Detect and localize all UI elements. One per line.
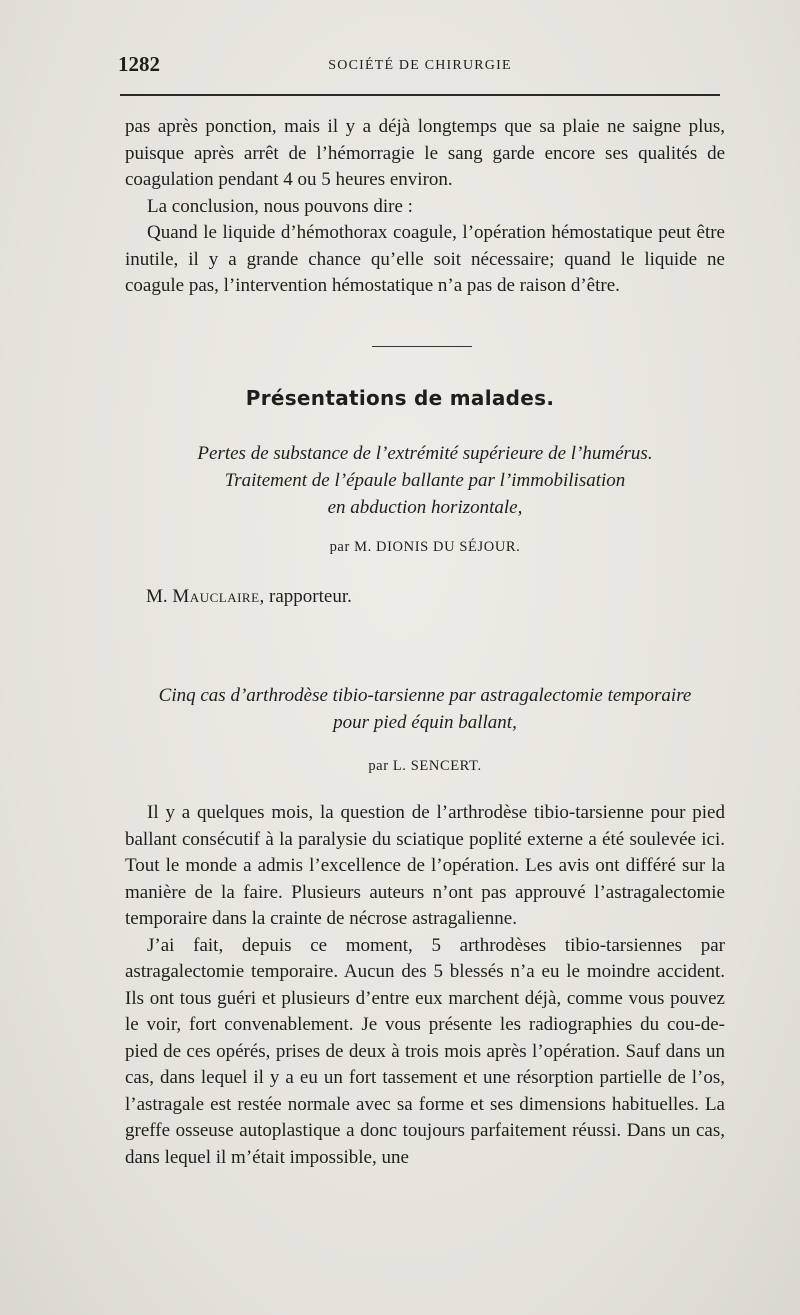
title-line: Pertes de substance de l’extrémité supérieure de l’humérus. <box>197 443 653 464</box>
title-line: en abduction horizontale, <box>327 497 523 518</box>
title-line: Traitement de l’épaule ballante par l’immobilisation <box>224 470 626 491</box>
body-text-top <box>125 114 725 300</box>
reporter-prefix: M. <box>146 586 168 607</box>
paragraph: Il y a quelques mois, la question de l’arthrodèse tibio-tarsienne pour pied ballant consécutif à la paralysie du sciatique poplité externe a été soulevée ici. Tout le monde a admis l’excellence de l’opération. Les avis ont différé sur la manière de la faire. Plusieurs auteurs n’ont pas approuvé l’astragalectomie temporaire dans la crainte de nécrose astragalienne. <box>125 802 725 929</box>
reporter-name: Mauclaire <box>172 586 260 607</box>
paragraph: La conclusion, nous pouvons dire : <box>147 195 413 217</box>
running-head: SOCIÉTÉ DE CHIRURGIE <box>328 58 512 73</box>
title-line: pour pied équin ballant, <box>333 712 517 733</box>
reporter-suffix: , rapporteur. <box>259 586 352 607</box>
author-byline: par L. SENCERT. <box>368 758 482 774</box>
section-separator <box>372 346 472 347</box>
page-number: 1282 <box>118 52 160 76</box>
page-header <box>118 52 722 92</box>
presentation-title <box>120 440 730 521</box>
section-heading: Présentations de malades. <box>245 386 555 410</box>
title-line: Cinq cas d’arthrodèse tibio-tarsienne par astragalectomie temporaire <box>158 685 692 706</box>
paragraph: Quand le liquide d’hémothorax coagule, l’opération hémostatique peut être inutile, il y a grande chance qu’elle soit nécessaire; quand le liquide ne coagule pas, l’intervention hémostatique n’a pas de raison d’être. <box>125 222 725 296</box>
presentation-title <box>120 682 730 736</box>
author-byline: par M. DIONIS DU SÉJOUR. <box>329 539 521 555</box>
reporter-line <box>146 586 352 608</box>
paragraph: J’ai fait, depuis ce moment, 5 arthrodèses tibio-tarsiennes par astragalectomie temporaire. Aucun des 5 blessés n’a eu le moindre accident. Ils ont tous guéri et plusieurs d’entre eux marchent déjà, comme vous pouvez le voir, fort convenablement. Je vous présente les radiographies du cou-de-pied de ces opérés, prises de deux à trois mois après l’opération. Sauf dans un cas, dans lequel il y a eu un fort tassement et une résorption partielle de l’os, l’astragale est restée normale avec sa forme et ses dimensions habituelles. La greffe osseuse autoplastique a donc toujours parfaitement réussi. Dans un cas, dans lequel il m’était impossible, une <box>125 934 725 1168</box>
paragraph: pas après ponction, mais il y a déjà longtemps que sa plaie ne saigne plus, puisque après arrêt de l’hémorragie le sang garde encore ses qualités de coagulation pendant 4 ou 5 heures environ. <box>125 116 725 190</box>
header-rule <box>120 94 720 96</box>
body-text-bottom <box>125 800 725 1171</box>
